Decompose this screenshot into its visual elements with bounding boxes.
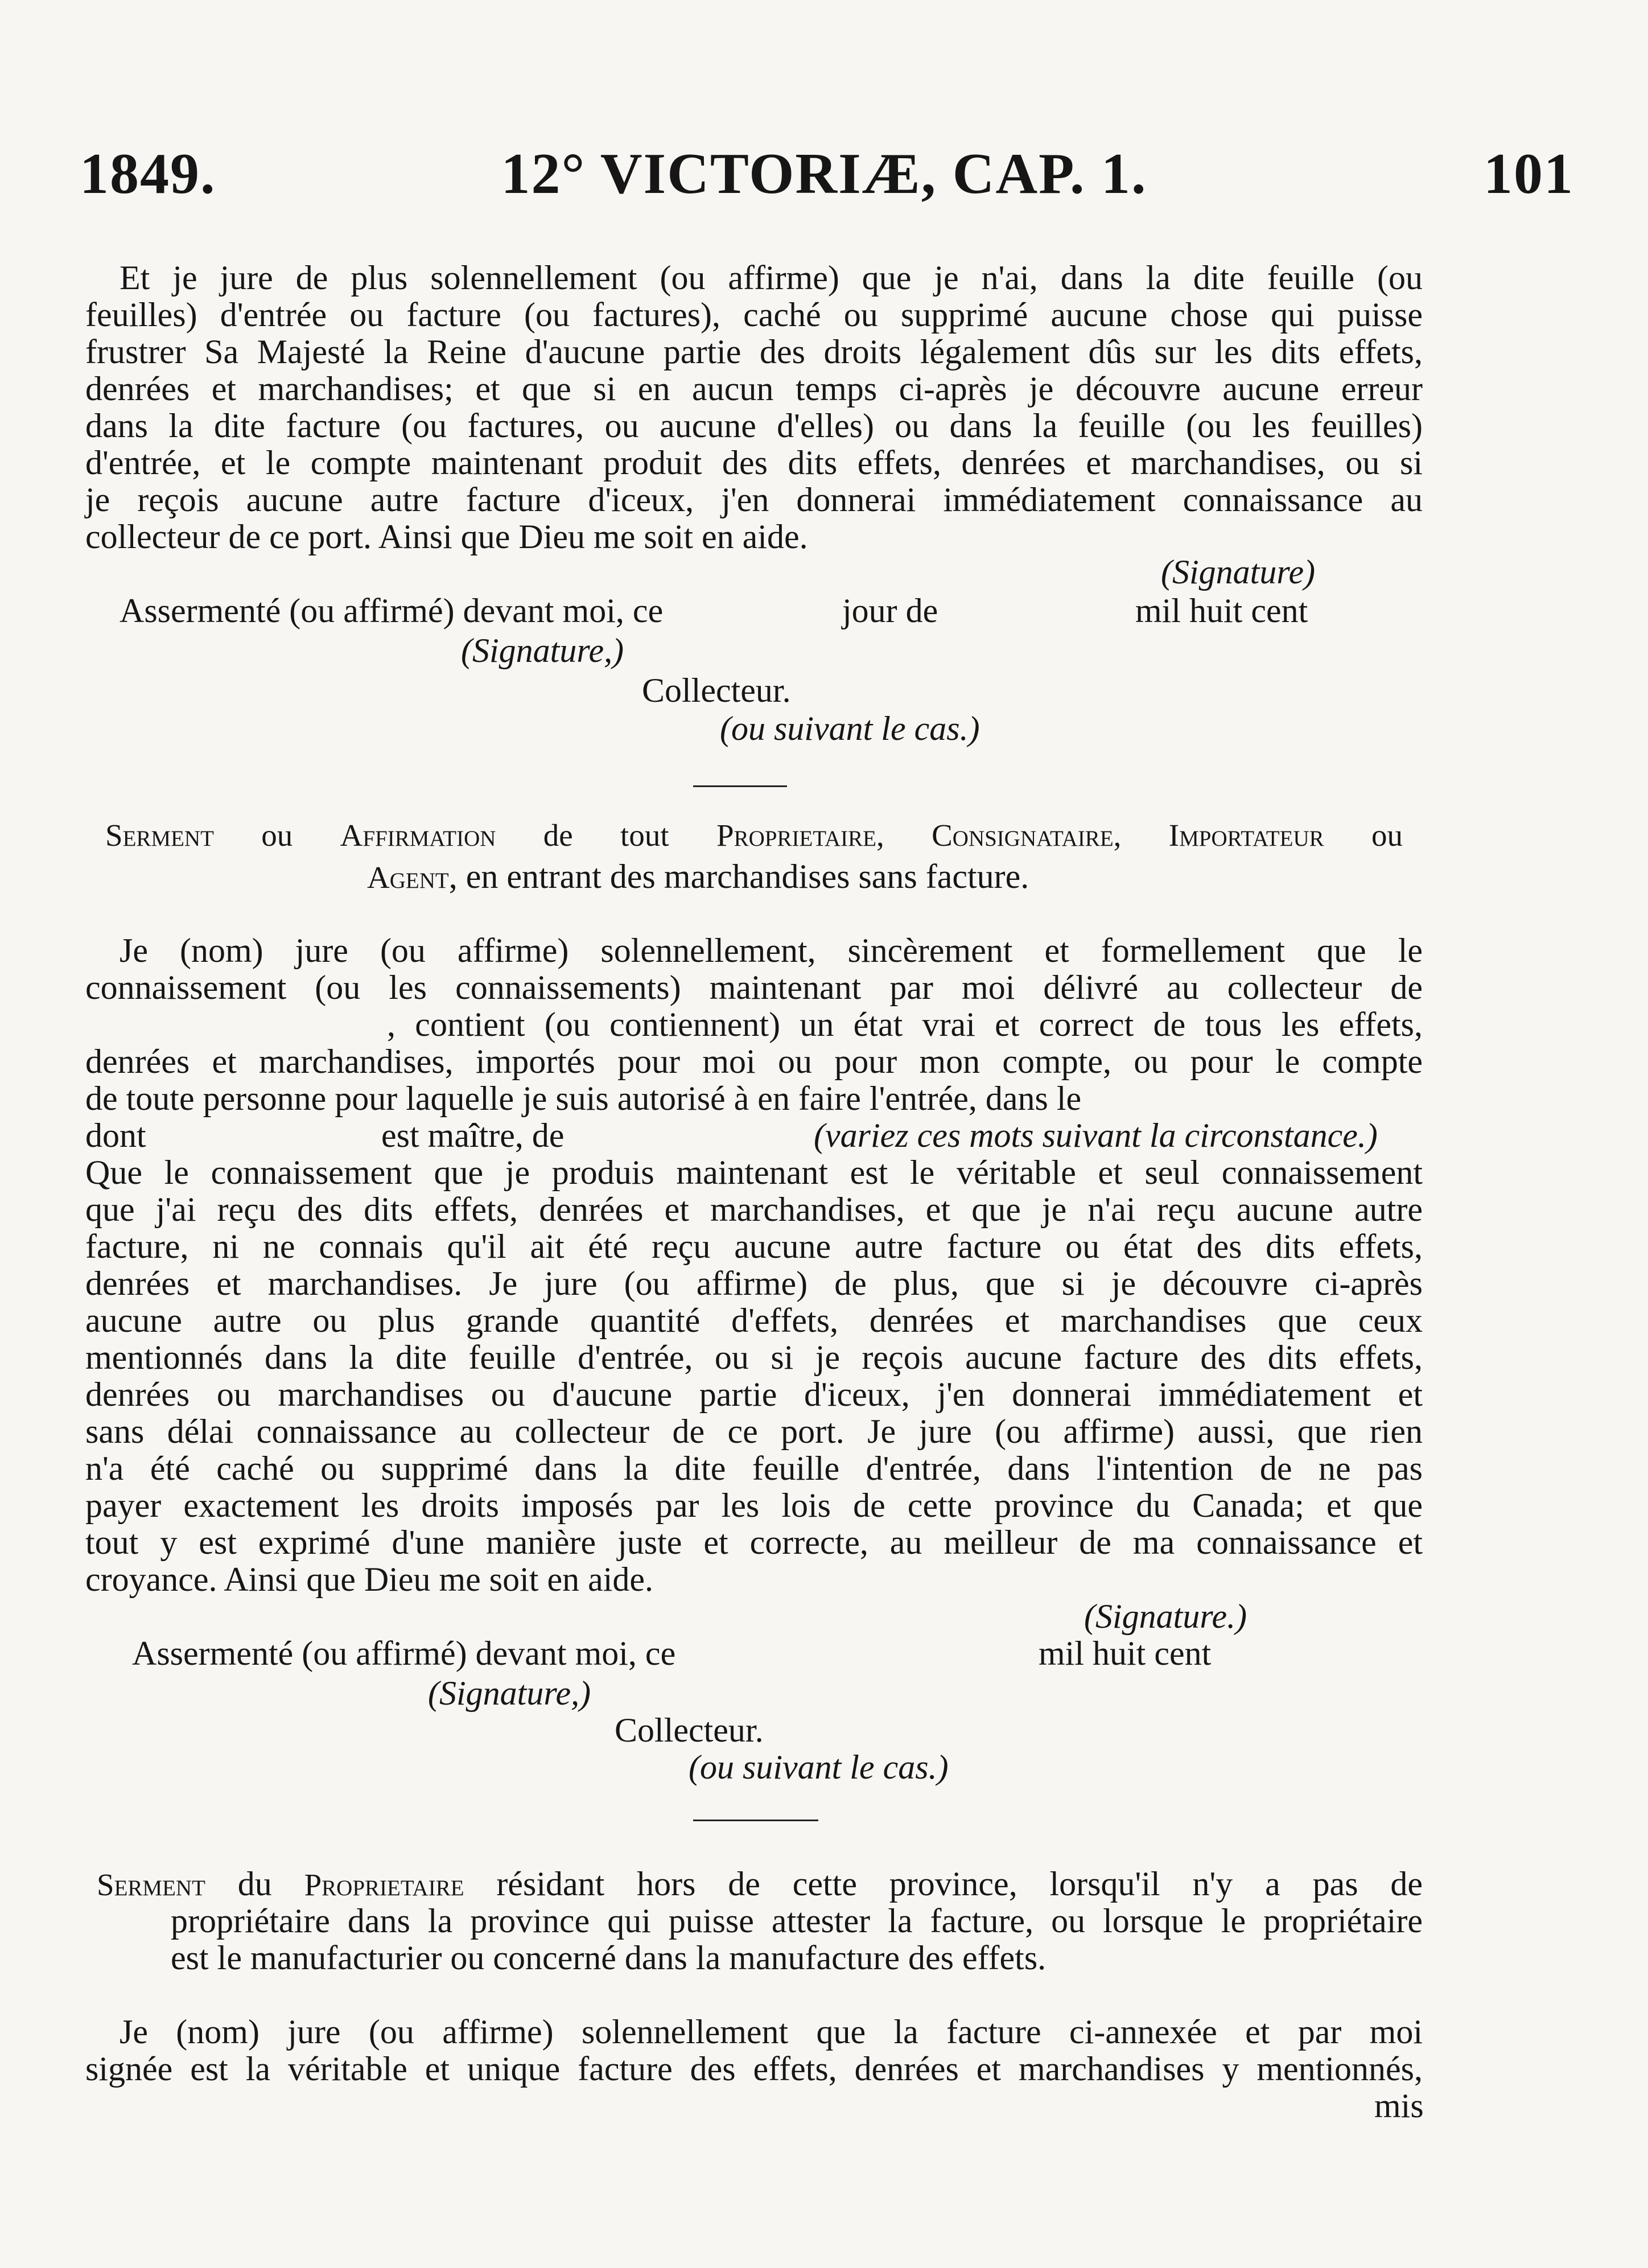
oath2-line-9: facture, ni ne connais qu'il ait été reçu aucune autre facture ou état des dits effets, — [85, 1228, 1423, 1265]
oath2-line-15: n'a été caché ou supprimé dans la dite feuille d'entrée, dans l'intention de ne pas — [85, 1450, 1423, 1487]
oath2-line-2: connaissement (ou les connaissements) maintenant par moi délivré au collecteur de — [85, 969, 1423, 1006]
oath1-signature: (Signature) — [1161, 553, 1316, 591]
oath1-sworn-day: jour de — [842, 592, 938, 629]
catchword: mis — [1374, 2087, 1424, 2125]
oath2-case: (ou suivant le cas.) — [689, 1748, 949, 1786]
oath2-line-11: aucune autre ou plus grande quantité d'effets, denrées et marchandises que ceux — [85, 1302, 1423, 1339]
oath1-line-3: frustrer Sa Majesté la Reine d'aucune partie des droits légalement dûs sur les dits effets, — [85, 333, 1423, 371]
oath2-line-18: croyance. Ainsi que Dieu me soit en aide. — [85, 1561, 654, 1598]
oath2-collector-signature: (Signature,) — [428, 1674, 591, 1712]
oath2-line-6-note: (variez ces mots suivant la circonstance.) — [814, 1117, 1378, 1154]
oath1-line-8: collecteur de ce port. Ainsi que Dieu me soit en aide. — [85, 518, 808, 555]
heading3-line-2: propriétaire dans la province qui puisse attester la facture, ou lorsque le propriétaire — [171, 1902, 1423, 1940]
oath2-signature: (Signature.) — [1084, 1598, 1247, 1635]
oath2-line-10: denrées et marchandises. Je jure (ou affirme) de plus, que si je découvre ci-après — [85, 1265, 1423, 1302]
oath1-sworn-before: Assermenté (ou affirmé) devant moi, ce — [120, 592, 664, 629]
heading2-line-1: Serment ou Affirmation de tout Proprietaire, Consignataire, Importateur ou — [105, 818, 1403, 853]
oath2-line-5: de toute personne pour laquelle je suis autorisé à en faire l'entrée, dans le — [85, 1080, 1082, 1117]
section-divider — [693, 785, 787, 787]
oath2-line-6-dont: dont — [85, 1117, 146, 1154]
page-number: 101 — [1484, 142, 1574, 206]
oath1-case: (ou suivant le cas.) — [720, 710, 980, 747]
section-divider-2 — [693, 1820, 818, 1821]
oath2-line-17: tout y est exprimé d'une manière juste et correcte, au meilleur de ma connaissance et — [85, 1524, 1423, 1561]
oath2-line-13: denrées ou marchandises ou d'aucune partie d'iceux, j'en donnerai immédiatement et — [85, 1376, 1423, 1413]
oath3-line-2: signée est la véritable et unique facture des effets, denrées et marchandises y mentionnés, — [85, 2050, 1423, 2088]
oath2-line-16: payer exactement les droits imposés par les lois de cette province du Canada; et que — [85, 1487, 1423, 1524]
oath2-line-12: mentionnés dans la dite feuille d'entrée, ou si je reçois aucune facture des dits effets, — [85, 1339, 1423, 1376]
heading2-line-2: Agent, en entrant des marchandises sans facture. — [367, 858, 1029, 895]
oath1-collector-signature: (Signature,) — [461, 632, 624, 669]
oath1-collector: Collecteur. — [642, 672, 791, 709]
oath1-sworn-year: mil huit cent — [1135, 592, 1308, 629]
oath2-sworn-year: mil huit cent — [1039, 1635, 1212, 1672]
oath2-line-4: denrées et marchandises, importés pour moi ou pour mon compte, ou pour le compte — [85, 1043, 1423, 1080]
oath2-line-14: sans délai connaissance au collecteur de ce port. Je jure (ou affirme) aussi, que rien — [85, 1413, 1423, 1450]
oath1-line-1: Et je jure de plus solennellement (ou affirme) que je n'ai, dans la dite feuille (ou — [120, 259, 1423, 297]
oath2-line-6-maitre: est maître, de — [381, 1117, 565, 1154]
oath3-line-1: Je (nom) jure (ou affirme) solennellement que la facture ci-annexée et par moi — [120, 2013, 1423, 2051]
oath2-collector: Collecteur. — [615, 1711, 764, 1749]
oath2-line-3: , contient (ou contiennent) un état vrai et correct de tous les effets, — [387, 1006, 1423, 1043]
oath2-line-8: que j'ai reçu des dits effets, denrées et marchandises, et que je n'ai reçu aucune autre — [85, 1191, 1423, 1228]
heading3-line-3: est le manufacturier ou concerné dans la manufacture des effets. — [171, 1939, 1047, 1977]
header-year: 1849. — [80, 142, 216, 206]
oath2-line-1: Je (nom) jure (ou affirme) solennellement, sincèrement et formellement que le — [120, 932, 1423, 969]
oath1-line-6: d'entrée, et le compte maintenant produit des dits effets, denrées et marchandises, ou si — [85, 444, 1423, 481]
oath1-line-5: dans la dite facture (ou factures, ou aucune d'elles) ou dans la feuille (ou les feuilles) — [85, 407, 1423, 444]
oath1-line-2: feuilles) d'entrée ou facture (ou factures), caché ou supprimé aucune chose qui puisse — [85, 296, 1423, 334]
oath2-sworn-before: Assermenté (ou affirmé) devant moi, ce — [132, 1635, 676, 1672]
heading3-line-1: Serment du Proprietaire résidant hors de cette province, lorsqu'il n'y a pas de — [97, 1865, 1423, 1903]
oath1-line-7: je reçois aucune autre facture d'iceux, j'en donnerai immédiatement connaissance au — [85, 481, 1423, 518]
oath2-line-7: Que le connaissement que je produis maintenant est le véritable et seul connaissement — [85, 1154, 1423, 1191]
oath1-line-4: denrées et marchandises; et que si en aucun temps ci-après je découvre aucune erreur — [85, 370, 1423, 408]
header-title: 12° VICTORIÆ, CAP. 1. — [501, 142, 1147, 206]
